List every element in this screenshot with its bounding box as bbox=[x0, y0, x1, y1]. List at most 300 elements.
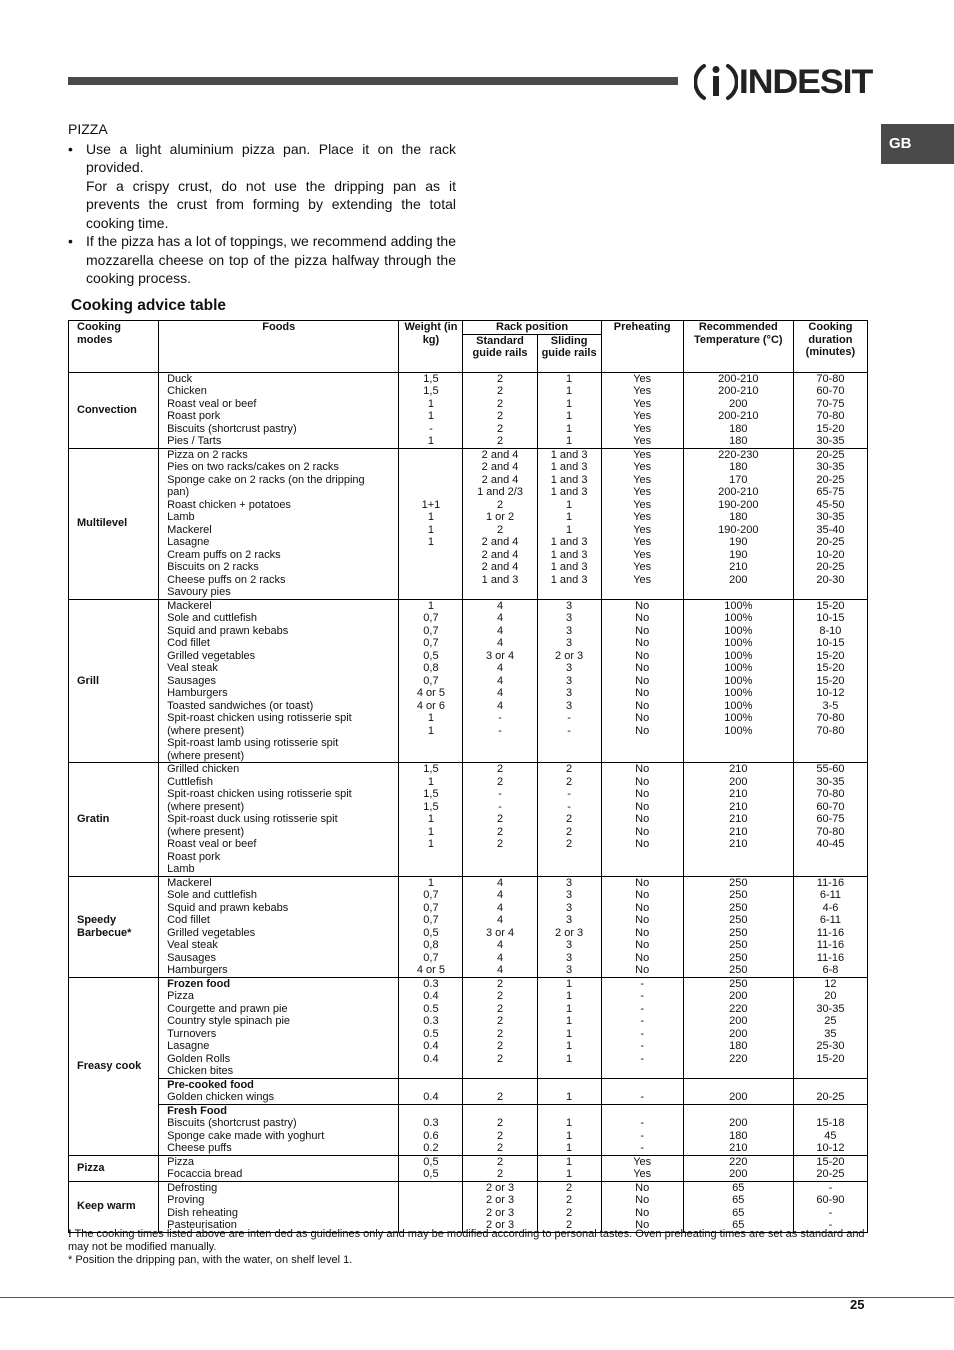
temperature-value: 200 bbox=[729, 1091, 748, 1103]
temperature-value: 210 bbox=[729, 825, 748, 838]
sliding-rail-value bbox=[538, 750, 601, 763]
preheating-value: No bbox=[635, 889, 650, 901]
preheating-value: - bbox=[640, 1091, 645, 1103]
food-value: Toasted sandwiches (or toast) bbox=[167, 699, 314, 712]
header-preheating: Preheating bbox=[601, 321, 683, 373]
duration-value: 10-15 bbox=[816, 637, 845, 649]
standard-rail-value: 2 and 4 bbox=[481, 473, 519, 486]
preheating-cell bbox=[601, 372, 683, 448]
preheating-value: No bbox=[635, 926, 650, 939]
cooking-mode-cell: Convection bbox=[69, 372, 159, 448]
duration-value: 15-18 bbox=[816, 1117, 845, 1129]
temperature-value: 250 bbox=[729, 964, 748, 976]
standard-rail-value: - bbox=[498, 788, 502, 800]
table-row bbox=[69, 448, 868, 599]
sliding-rail-value bbox=[538, 863, 601, 876]
footnote-general: ! The cooking times listed above are inten ded as guidelines only and may be modified according to personal tastes. Oven preheating times are set as standard and may not be modified manually. bbox=[68, 1228, 865, 1253]
temperature-value: 200 bbox=[729, 397, 748, 410]
duration-value: 25-30 bbox=[816, 1040, 845, 1052]
duration-value bbox=[794, 851, 867, 864]
standard-rail-value: 4 bbox=[496, 599, 504, 612]
food-value: Lamb bbox=[167, 511, 195, 523]
preheating-value: No bbox=[635, 662, 650, 674]
sliding-rail-value: 1 bbox=[566, 372, 573, 385]
temperature-value: 220 bbox=[729, 1002, 748, 1015]
temperature-value: 250 bbox=[729, 901, 748, 914]
sliding-rail-value: 3 bbox=[566, 599, 573, 612]
standard-rail-value: 2 and 4 bbox=[481, 561, 519, 573]
standard-rail-value: 4 bbox=[496, 939, 504, 951]
weight-value bbox=[399, 737, 462, 750]
food-value: Hamburgers bbox=[167, 964, 228, 976]
temperature-value: 210 bbox=[729, 788, 748, 800]
sliding-rail-value: 3 bbox=[566, 914, 573, 926]
temperature-value: 100% bbox=[724, 612, 753, 624]
table-row bbox=[69, 876, 868, 977]
sliding-rail-cell bbox=[537, 372, 601, 448]
preheating-value: No bbox=[635, 699, 650, 712]
sliding-rail-value: 3 bbox=[566, 612, 573, 624]
preheating-value: No bbox=[635, 763, 650, 775]
food-value: Squid and prawn kebabs bbox=[167, 901, 289, 914]
duration-cell bbox=[793, 763, 867, 877]
standard-rail-value bbox=[463, 737, 536, 750]
preheating-value bbox=[602, 737, 683, 750]
table-row bbox=[69, 763, 868, 877]
temperature-value: 190 bbox=[729, 536, 748, 548]
standard-rail-value: 2 or 3 bbox=[485, 1181, 515, 1194]
temperature-value: 180 bbox=[729, 461, 748, 473]
standard-rail-value bbox=[463, 750, 536, 763]
food-value: Biscuits (shortcrust pastry) bbox=[167, 422, 297, 435]
standard-rail-cell bbox=[463, 372, 537, 448]
food-value: Roast chicken + potatoes bbox=[167, 498, 291, 511]
standard-rail-value: 2 bbox=[496, 422, 504, 435]
duration-value: - bbox=[828, 1219, 833, 1231]
sliding-rail-value: 1 and 3 bbox=[550, 536, 588, 548]
food-value: Lasagne bbox=[167, 536, 210, 548]
temperature-value: 250 bbox=[729, 876, 748, 889]
standard-rail-value: 4 bbox=[496, 951, 504, 964]
preheating-value: - bbox=[640, 990, 645, 1002]
list-item: • If the pizza has a lot of toppings, we recommend adding the mozzarella cheese on top of the pizza halfway through the cooking process. bbox=[68, 232, 456, 288]
food-value: Grilled vegetables bbox=[167, 649, 256, 662]
food-value: Pizza bbox=[167, 1155, 195, 1168]
cooking-mode-cell: Grill bbox=[69, 599, 159, 763]
temperature-value: 220 bbox=[729, 1052, 748, 1065]
food-value: Chicken bbox=[167, 385, 207, 397]
sliding-rail-value: 1 bbox=[566, 1002, 573, 1015]
food-value: (where present) bbox=[167, 724, 245, 737]
temperature-value: 210 bbox=[729, 763, 748, 775]
temperature-value: 65 bbox=[732, 1194, 745, 1206]
temperature-value bbox=[684, 1105, 793, 1118]
duration-value: 10-12 bbox=[816, 687, 845, 699]
temperature-value: 220-230 bbox=[718, 448, 759, 461]
weight-value bbox=[399, 851, 462, 864]
sliding-rail-value: 2 bbox=[566, 1194, 573, 1206]
preheating-value: Yes bbox=[633, 473, 652, 486]
food-value: Roast pork bbox=[167, 410, 221, 422]
food-value: Sausages bbox=[167, 951, 217, 964]
preheating-value: No bbox=[635, 1181, 650, 1194]
duration-value: 6-11 bbox=[819, 914, 842, 926]
food-value: (where present) bbox=[167, 800, 245, 813]
food-value: Biscuits (shortcrust pastry) bbox=[167, 1117, 297, 1129]
duration-value: 30-35 bbox=[816, 435, 845, 447]
food-value: Golden chicken wings bbox=[167, 1091, 275, 1103]
duration-cell bbox=[793, 372, 867, 448]
duration-value bbox=[794, 750, 867, 763]
preheating-value bbox=[602, 863, 683, 876]
duration-value: 25 bbox=[824, 1015, 837, 1027]
duration-value: 30-35 bbox=[816, 511, 845, 523]
temperature-value: 200 bbox=[729, 1015, 748, 1027]
weight-value: 0,5 bbox=[423, 649, 439, 662]
standard-rail-value: 1 or 2 bbox=[485, 511, 515, 523]
food-value: Mackerel bbox=[167, 599, 212, 612]
sliding-rail-value: 1 bbox=[566, 1027, 573, 1040]
food-value: Frozen food bbox=[167, 977, 231, 990]
weight-value bbox=[399, 1105, 462, 1118]
cooking-mode-cell: Gratin bbox=[69, 763, 159, 877]
temperature-cell bbox=[683, 977, 793, 1078]
food-value: Grilled chicken bbox=[167, 763, 240, 775]
weight-cell bbox=[399, 599, 463, 763]
food-value: Chicken bites bbox=[167, 1065, 234, 1077]
preheating-value: Yes bbox=[633, 561, 652, 573]
weight-value: 0,7 bbox=[423, 889, 439, 901]
weight-cell bbox=[399, 448, 463, 599]
food-value: Roast pork bbox=[167, 850, 221, 863]
sliding-rail-value: 1 bbox=[566, 1015, 573, 1027]
preheating-cell bbox=[601, 977, 683, 1078]
food-value: Turnovers bbox=[167, 1027, 217, 1040]
weight-value: 0.2 bbox=[423, 1142, 439, 1154]
table-row bbox=[69, 1104, 868, 1155]
weight-value: 1,5 bbox=[423, 385, 439, 397]
weight-value: 1 bbox=[427, 536, 434, 548]
preheating-value: No bbox=[635, 876, 650, 889]
duration-value: 6-8 bbox=[822, 964, 839, 976]
preheating-value: No bbox=[635, 951, 650, 964]
standard-rail-value: - bbox=[498, 724, 502, 737]
preheating-value: Yes bbox=[633, 461, 652, 473]
standard-rail-value: - bbox=[498, 800, 502, 813]
weight-cell bbox=[399, 1078, 463, 1104]
sliding-rail-cell bbox=[537, 1104, 601, 1155]
food-value: Defrosting bbox=[167, 1181, 218, 1194]
food-value: Grilled vegetables bbox=[167, 926, 256, 939]
table-row bbox=[69, 599, 868, 763]
standard-rail-cell bbox=[463, 1155, 537, 1181]
sliding-rail-value bbox=[538, 586, 601, 599]
food-value: Pre-cooked food bbox=[167, 1078, 254, 1091]
temperature-value bbox=[684, 586, 793, 599]
weight-value: 1+1 bbox=[421, 498, 441, 511]
duration-value: 70-80 bbox=[816, 712, 845, 724]
sliding-rail-value: 1 bbox=[566, 990, 573, 1002]
table-title: Cooking advice table bbox=[71, 297, 227, 314]
sliding-rail-value: 1 bbox=[566, 498, 573, 511]
standard-rail-cell bbox=[463, 448, 537, 599]
weight-value bbox=[399, 461, 462, 474]
temperature-value bbox=[684, 750, 793, 763]
sliding-rail-value: 2 bbox=[566, 775, 573, 788]
duration-value: 60-75 bbox=[816, 813, 845, 825]
temperature-cell bbox=[683, 372, 793, 448]
duration-value: 20 bbox=[824, 990, 837, 1002]
weight-value: 0,8 bbox=[423, 939, 439, 951]
weight-value: 0,7 bbox=[423, 674, 439, 687]
weight-cell bbox=[399, 372, 463, 448]
weight-cell bbox=[399, 876, 463, 977]
duration-value: 20-25 bbox=[816, 561, 845, 573]
temperature-value: 65 bbox=[732, 1206, 745, 1219]
duration-value bbox=[794, 1065, 867, 1078]
temperature-value bbox=[684, 1065, 793, 1078]
duration-value: 20-25 bbox=[816, 1168, 845, 1180]
weight-value: 1,5 bbox=[423, 372, 439, 385]
standard-rail-value: 2 bbox=[496, 1015, 504, 1027]
sliding-rail-value: 1 bbox=[566, 511, 573, 523]
temperature-value: 190-200 bbox=[718, 523, 759, 536]
preheating-value: No bbox=[635, 800, 650, 813]
weight-value: 1,5 bbox=[423, 763, 439, 775]
duration-value: 20-25 bbox=[816, 1091, 845, 1103]
sliding-rail-value: - bbox=[567, 800, 571, 813]
preheating-value: Yes bbox=[633, 1155, 652, 1168]
temperature-value: 100% bbox=[724, 637, 753, 649]
standard-rail-value: 4 bbox=[496, 612, 504, 624]
weight-value: 0.4 bbox=[423, 1040, 439, 1052]
duration-cell bbox=[793, 977, 867, 1078]
sliding-rail-cell bbox=[537, 876, 601, 977]
sliding-rail-value: 2 bbox=[566, 1219, 573, 1231]
temperature-value: 65 bbox=[732, 1181, 745, 1194]
weight-value: 0,7 bbox=[423, 624, 439, 637]
sliding-rail-value bbox=[538, 1065, 601, 1078]
weight-cell bbox=[399, 1104, 463, 1155]
weight-value bbox=[399, 863, 462, 876]
food-value: Mackerel bbox=[167, 876, 212, 889]
preheating-value: - bbox=[640, 1129, 645, 1142]
duration-value: 60-90 bbox=[816, 1194, 845, 1206]
preheating-value: Yes bbox=[633, 435, 652, 447]
duration-value: 6-11 bbox=[819, 889, 842, 901]
sliding-rail-value: 1 and 3 bbox=[550, 548, 588, 561]
sliding-rail-cell bbox=[537, 599, 601, 763]
standard-rail-cell bbox=[463, 977, 537, 1078]
standard-rail-value: 4 bbox=[496, 901, 504, 914]
preheating-value bbox=[602, 1065, 683, 1078]
duration-value: 30-35 bbox=[816, 1002, 845, 1015]
weight-value: 0,7 bbox=[423, 914, 439, 926]
food-value: Pies on two racks/cakes on 2 racks bbox=[167, 461, 339, 473]
food-value: Sole and cuttlefish bbox=[167, 889, 257, 901]
standard-rail-value: 2 bbox=[496, 1040, 504, 1052]
standard-rail-value: 2 bbox=[496, 1002, 504, 1015]
food-value: Proving bbox=[167, 1194, 205, 1206]
weight-value: 0.3 bbox=[423, 1015, 439, 1027]
preheating-value bbox=[602, 586, 683, 599]
page-number: 25 bbox=[850, 1297, 865, 1312]
preheating-value: Yes bbox=[633, 1168, 652, 1180]
temperature-value: 200-210 bbox=[718, 410, 759, 422]
food-value: Cuttlefish bbox=[167, 775, 213, 788]
preheating-cell bbox=[601, 599, 683, 763]
sliding-rail-value: 2 bbox=[566, 825, 573, 838]
duration-cell bbox=[793, 1155, 867, 1181]
food-value: (where present) bbox=[167, 825, 245, 838]
weight-value bbox=[399, 1079, 462, 1092]
food-value: Focaccia bread bbox=[167, 1168, 243, 1180]
temperature-value: 200 bbox=[729, 1027, 748, 1040]
footnotes bbox=[68, 1228, 868, 1267]
weight-value: 0,7 bbox=[423, 951, 439, 964]
standard-rail-value bbox=[463, 1065, 536, 1078]
preheating-value: No bbox=[635, 712, 650, 724]
sliding-rail-value bbox=[538, 1079, 601, 1092]
temperature-value: 250 bbox=[729, 926, 748, 939]
temperature-value: 210 bbox=[729, 561, 748, 573]
standard-rail-value: 2 bbox=[496, 1052, 504, 1065]
duration-value: 20-25 bbox=[816, 448, 845, 461]
weight-value: 0.4 bbox=[423, 1091, 439, 1103]
food-value: Biscuits on 2 racks bbox=[167, 561, 259, 573]
preheating-value: No bbox=[635, 1206, 650, 1219]
weight-value: 0.4 bbox=[423, 1052, 439, 1065]
temperature-value: 200 bbox=[729, 1117, 748, 1129]
weight-value: 1 bbox=[427, 724, 434, 737]
duration-value: - bbox=[828, 1181, 833, 1194]
header-temperature: Recommended Temperature (°C) bbox=[683, 321, 793, 373]
sliding-rail-value: 1 bbox=[566, 1052, 573, 1065]
temperature-value: 250 bbox=[729, 914, 748, 926]
food-value: pan) bbox=[167, 486, 190, 498]
standard-rail-value: 2 bbox=[496, 523, 504, 536]
weight-value bbox=[399, 561, 462, 574]
sliding-rail-value: 1 bbox=[566, 1142, 573, 1154]
temperature-value bbox=[684, 863, 793, 876]
standard-rail-value: 2 bbox=[496, 775, 504, 788]
food-value: Duck bbox=[167, 372, 193, 385]
weight-value: 0.3 bbox=[423, 1117, 439, 1129]
sliding-rail-value: 1 bbox=[566, 1168, 573, 1180]
sliding-rail-value: 1 bbox=[566, 1129, 573, 1142]
standard-rail-value: 2 bbox=[496, 372, 504, 385]
standard-rail-value: 4 bbox=[496, 637, 504, 649]
weight-value bbox=[399, 1065, 462, 1078]
food-value: Pies / Tarts bbox=[167, 435, 222, 447]
food-value: Golden Rolls bbox=[167, 1052, 231, 1065]
standard-rail-value: 4 bbox=[496, 699, 504, 712]
temperature-value: 200 bbox=[729, 573, 748, 586]
brand-logo bbox=[694, 58, 873, 106]
standard-rail-value bbox=[463, 851, 536, 864]
preheating-value: - bbox=[640, 1142, 645, 1154]
standard-rail-value: 2 bbox=[496, 977, 504, 990]
duration-value: 60-70 bbox=[816, 385, 845, 397]
standard-rail-value: 1 and 2/3 bbox=[477, 486, 523, 498]
duration-value: 40-45 bbox=[816, 838, 845, 850]
food-value: Courgette and prawn pie bbox=[167, 1002, 288, 1015]
food-value: Sole and cuttlefish bbox=[167, 612, 257, 624]
cooking-mode-cell: Multilevel bbox=[69, 448, 159, 599]
weight-cell bbox=[399, 1155, 463, 1181]
preheating-value: Yes bbox=[633, 536, 652, 548]
preheating-value: No bbox=[635, 1194, 650, 1206]
weight-value bbox=[399, 1182, 462, 1195]
preheating-value: - bbox=[640, 1015, 645, 1027]
duration-value: 70-80 bbox=[816, 724, 845, 737]
preheating-value: - bbox=[640, 1040, 645, 1052]
sliding-rail-value: 2 bbox=[566, 763, 573, 775]
preheating-value: Yes bbox=[633, 498, 652, 511]
temperature-value: 210 bbox=[729, 813, 748, 825]
food-value: (where present) bbox=[167, 749, 245, 762]
duration-value: 11-16 bbox=[816, 876, 845, 889]
header-standard-rails: Standard guide rails bbox=[463, 334, 537, 372]
food-cell bbox=[159, 599, 399, 763]
sliding-rail-value: 1 bbox=[566, 385, 573, 397]
preheating-value: Yes bbox=[633, 448, 652, 461]
sliding-rail-value: 1 and 3 bbox=[550, 573, 588, 586]
standard-rail-value: 3 or 4 bbox=[485, 926, 515, 939]
preheating-value: No bbox=[635, 637, 650, 649]
food-value: Pizza bbox=[167, 990, 195, 1002]
sliding-rail-value: 1 bbox=[566, 435, 573, 447]
standard-rail-value: 4 bbox=[496, 889, 504, 901]
weight-value bbox=[399, 474, 462, 487]
standard-rail-value: 2 bbox=[496, 410, 504, 422]
standard-rail-value: 2 bbox=[496, 1117, 504, 1129]
duration-cell bbox=[793, 1181, 867, 1232]
sliding-rail-value: 1 bbox=[566, 977, 573, 990]
duration-value: 11-16 bbox=[816, 939, 845, 951]
preheating-cell bbox=[601, 1078, 683, 1104]
standard-rail-value bbox=[463, 863, 536, 876]
food-value: Sausages bbox=[167, 674, 217, 687]
temperature-cell bbox=[683, 1104, 793, 1155]
temperature-value bbox=[684, 1079, 793, 1092]
food-value: Sponge cake on 2 racks (on the dripping bbox=[167, 473, 365, 486]
preheating-cell bbox=[601, 1155, 683, 1181]
duration-value: 8-10 bbox=[819, 624, 842, 637]
duration-value: 15-20 bbox=[816, 649, 845, 662]
sliding-rail-value: 3 bbox=[566, 939, 573, 951]
food-value: Roast veal or beef bbox=[167, 397, 257, 410]
sliding-rail-value: 2 or 3 bbox=[555, 649, 584, 662]
duration-value: 12 bbox=[824, 977, 837, 990]
weight-value: 1 bbox=[427, 825, 434, 838]
temperature-value: 100% bbox=[724, 699, 753, 712]
duration-value: 15-20 bbox=[816, 1155, 845, 1168]
duration-value: 35 bbox=[824, 1027, 837, 1040]
weight-value: 0.5 bbox=[423, 1002, 439, 1015]
duration-cell bbox=[793, 599, 867, 763]
weight-cell bbox=[399, 977, 463, 1078]
standard-rail-value: 4 bbox=[496, 876, 504, 889]
duration-value: 55-60 bbox=[816, 763, 845, 775]
standard-rail-value: 2 bbox=[496, 435, 504, 447]
sliding-rail-value bbox=[538, 851, 601, 864]
sliding-rail-value: 1 bbox=[566, 1040, 573, 1052]
standard-rail-value: 2 or 3 bbox=[485, 1206, 515, 1219]
temperature-value: 100% bbox=[724, 674, 753, 687]
list-item: • Use a light aluminium pizza pan. Place it on the rack provided. For a crispy crust, do not use the dripping pan as it prevents the crust from forming by extending the total cooking time. bbox=[68, 140, 456, 233]
sliding-rail-value: 3 bbox=[566, 624, 573, 637]
